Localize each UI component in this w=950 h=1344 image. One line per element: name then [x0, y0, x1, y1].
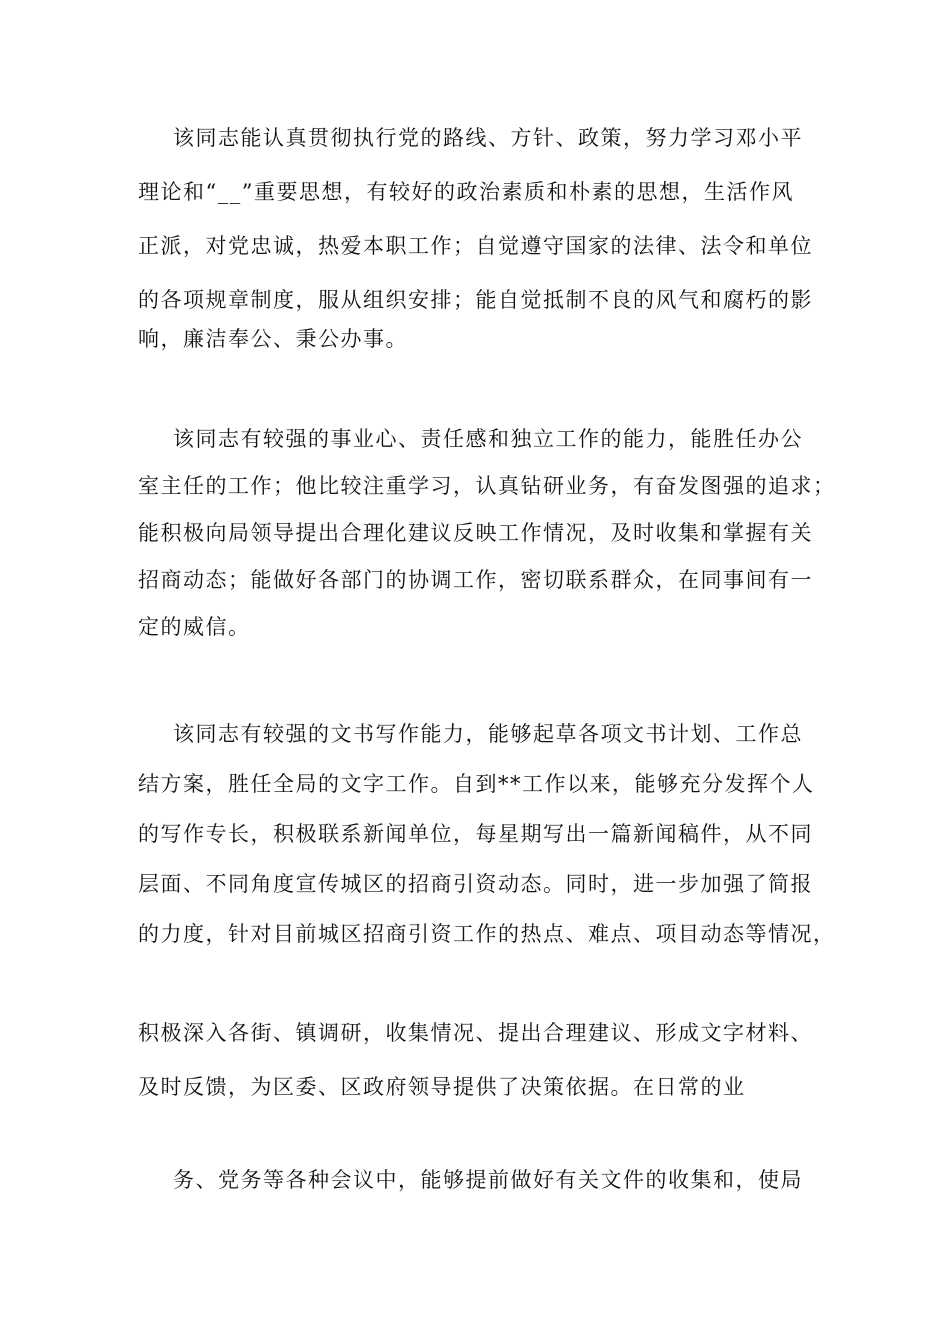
paragraph-2-line-3: 能积极向局领导提出合理化建议反映工作情况，及时收集和掌握有关 — [138, 521, 813, 545]
paragraph-3-line-2: 结方案，胜任全局的文字工作。自到**工作以来，能够充分发挥个人 — [138, 772, 815, 796]
paragraph-3-line-4: 层面、不同角度宣传城区的招商引资动态。同时，进一步加强了简报 — [138, 872, 813, 896]
paragraph-3-line-1: 该同志有较强的文书写作能力，能够起草各项文书计划、工作总 — [173, 722, 803, 746]
paragraph-2-line-4: 招商动态；能做好各部门的协调工作，密切联系群众，在同事间有一 — [138, 568, 813, 592]
paragraph-2-line-1: 该同志有较强的事业心、责任感和独立工作的能力，能胜任办公 — [173, 427, 803, 451]
paragraph-3-line-5: 的力度，针对目前城区招商引资工作的热点、难点、项目动态等情况， — [138, 922, 836, 946]
paragraph-1-line-3: 正派，对党忠诚，热爱本职工作；自觉遵守国家的法律、法令和单位 — [138, 234, 813, 258]
paragraph-2-line-2: 室主任的工作；他比较注重学习，认真钻研业务，有奋发图强的追求； — [138, 474, 836, 498]
paragraph-3-line-3: 的写作专长，积极联系新闻单位，每星期写出一篇新闻稿件，从不同 — [138, 822, 813, 846]
paragraph-5-line-1: 务、党务等各种会议中，能够提前做好有关文件的收集和，使局 — [173, 1168, 803, 1192]
paragraph-2-line-5: 定的威信。 — [138, 615, 251, 639]
paragraph-1-line-1: 该同志能认真贯彻执行党的路线、方针、政策，努力学习邓小平 — [173, 126, 803, 150]
paragraph-4-line-1: 积极深入各街、镇调研，收集情况、提出合理建议、形成文字材料、 — [138, 1021, 813, 1045]
paragraph-1-line-2: 理论和“__”重要思想，有较好的政治素质和朴素的思想，生活作风 — [138, 180, 794, 204]
paragraph-1-line-5: 响，廉洁奉公、秉公办事。 — [138, 327, 408, 351]
paragraph-1-line-4: 的各项规章制度，服从组织安排；能自觉抵制不良的风气和腐朽的影 — [138, 288, 813, 312]
paragraph-4-line-2: 及时反馈，为区委、区政府领导提供了决策依据。在日常的业 — [138, 1075, 746, 1099]
